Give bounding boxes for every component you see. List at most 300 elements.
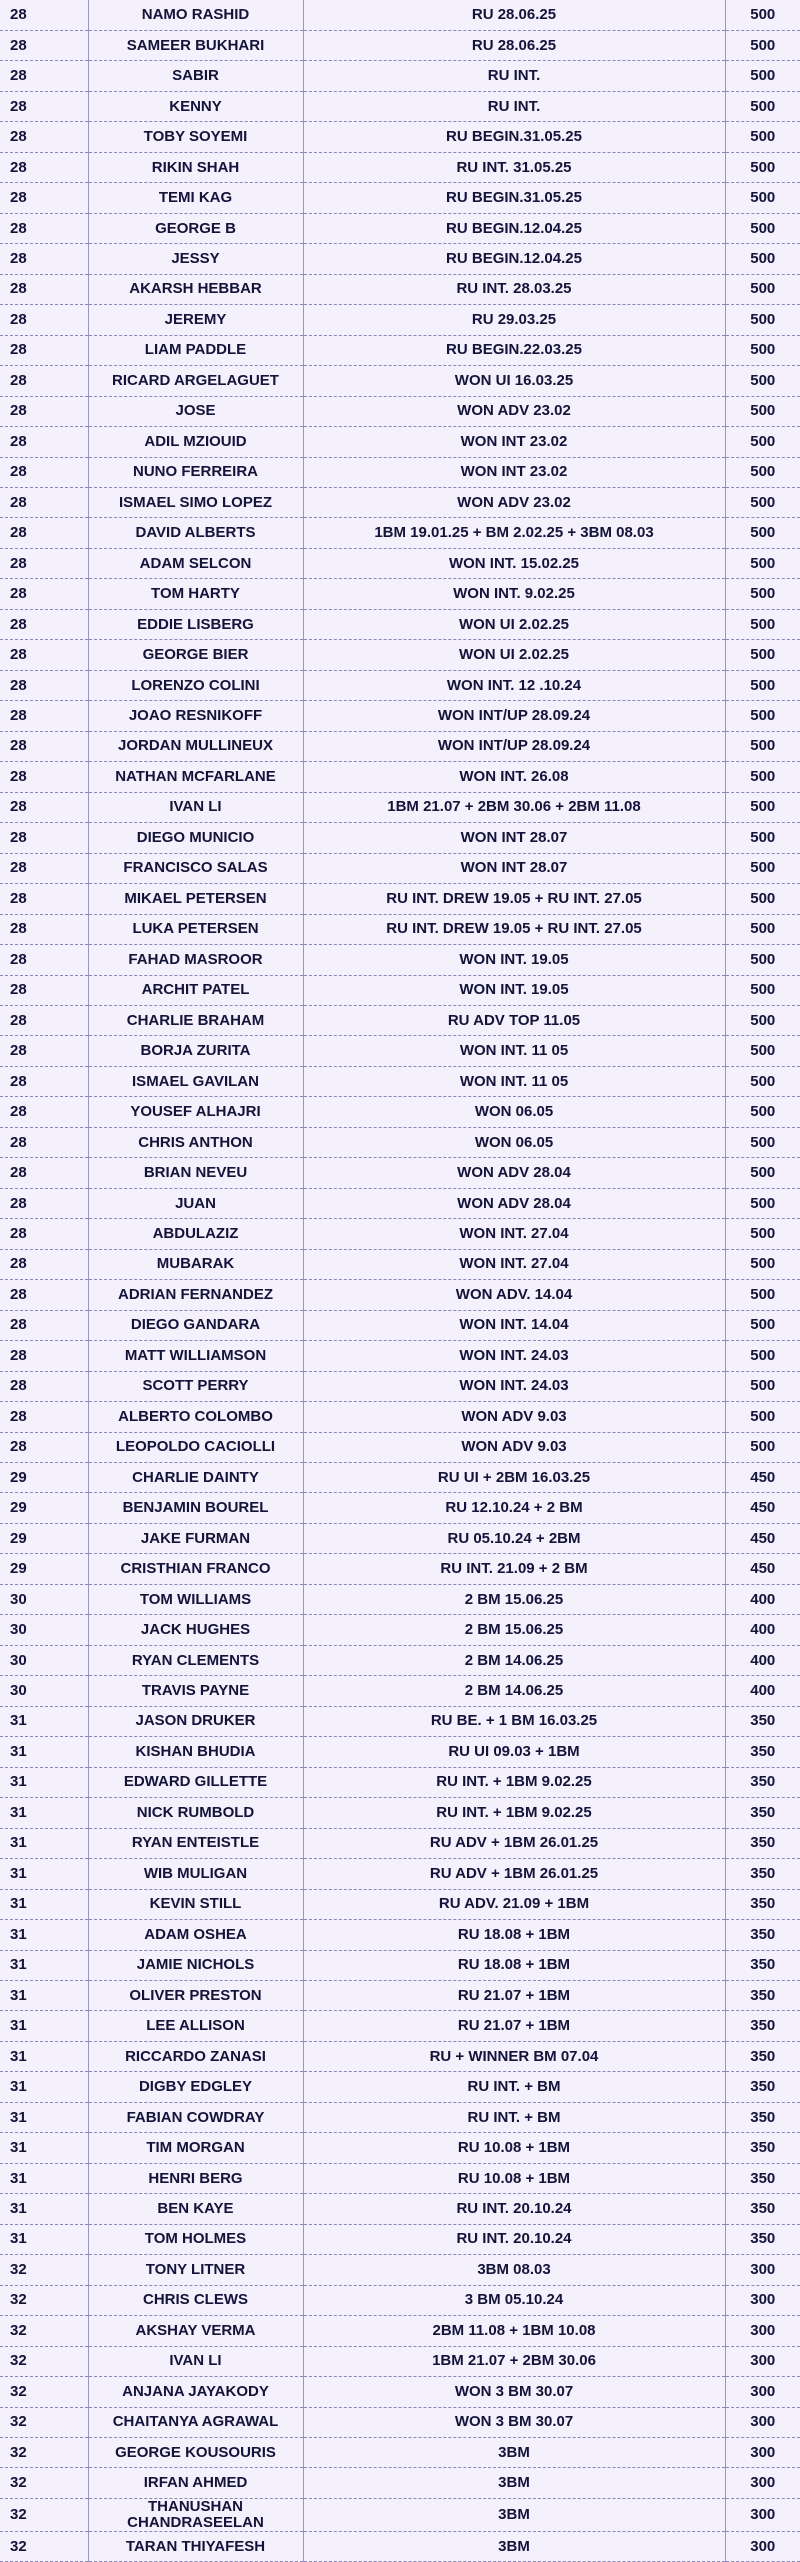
rank-cell: 28	[0, 945, 88, 975]
result-cell: WON 3 BM 30.07	[303, 2377, 725, 2407]
table-row	[0, 1889, 800, 1919]
name-cell: DIEGO MUNICIO	[88, 823, 303, 853]
table-row	[0, 1463, 800, 1493]
name-cell: DAVID ALBERTS	[88, 518, 303, 548]
table-row	[0, 579, 800, 609]
rank-cell: 29	[0, 1523, 88, 1553]
name-cell: RICCARDO ZANASI	[88, 2041, 303, 2071]
points-cell: 300	[725, 2377, 800, 2407]
table-row	[0, 1706, 800, 1736]
name-cell: ABDULAZIZ	[88, 1219, 303, 1249]
rank-cell: 31	[0, 2194, 88, 2224]
rank-cell: 32	[0, 2468, 88, 2498]
name-cell: RYAN CLEMENTS	[88, 1645, 303, 1675]
rank-cell: 28	[0, 701, 88, 731]
table-row	[0, 274, 800, 304]
table-row	[0, 2377, 800, 2407]
rank-cell: 32	[0, 2377, 88, 2407]
name-cell: GEORGE B	[88, 213, 303, 243]
rank-cell: 28	[0, 427, 88, 457]
result-cell: 1BM 21.07 + 2BM 30.06 + 2BM 11.08	[303, 792, 725, 822]
points-cell: 500	[725, 1066, 800, 1096]
result-cell: WON INT 28.07	[303, 823, 725, 853]
result-cell: RU + WINNER BM 07.04	[303, 2041, 725, 2071]
rank-cell: 28	[0, 670, 88, 700]
result-cell: RU 12.10.24 + 2 BM	[303, 1493, 725, 1523]
table-row	[0, 1493, 800, 1523]
result-cell: RU 28.06.25	[303, 0, 725, 30]
points-cell: 500	[725, 762, 800, 792]
name-cell: JASON DRUKER	[88, 1706, 303, 1736]
points-cell: 350	[725, 2194, 800, 2224]
result-cell: RU BEGIN.31.05.25	[303, 122, 725, 152]
rank-cell: 31	[0, 1950, 88, 1980]
points-cell: 450	[725, 1463, 800, 1493]
points-cell: 400	[725, 1615, 800, 1645]
name-cell: ARCHIT PATEL	[88, 975, 303, 1005]
result-cell: 3BM 08.03	[303, 2255, 725, 2285]
points-cell: 300	[725, 2255, 800, 2285]
points-cell: 350	[725, 1737, 800, 1767]
points-cell: 500	[725, 1280, 800, 1310]
name-cell: CHARLIE DAINTY	[88, 1463, 303, 1493]
rank-cell: 31	[0, 2011, 88, 2041]
points-cell: 400	[725, 1584, 800, 1614]
table-row	[0, 792, 800, 822]
points-cell: 350	[725, 2163, 800, 2193]
table-row	[0, 1280, 800, 1310]
result-cell: WON INT/UP 28.09.24	[303, 731, 725, 761]
name-cell: JOSE	[88, 396, 303, 426]
table-row	[0, 1036, 800, 1066]
result-cell: RU BEGIN.12.04.25	[303, 213, 725, 243]
table-row	[0, 945, 800, 975]
table-row	[0, 1920, 800, 1950]
name-cell: RICARD ARGELAGUET	[88, 366, 303, 396]
name-cell: KEVIN STILL	[88, 1889, 303, 1919]
result-cell: WON UI 2.02.25	[303, 640, 725, 670]
name-cell: IRFAN AHMED	[88, 2468, 303, 2498]
rank-cell: 28	[0, 609, 88, 639]
points-cell: 500	[725, 366, 800, 396]
points-cell: 500	[725, 1371, 800, 1401]
name-cell: ALBERTO COLOMBO	[88, 1402, 303, 1432]
table-row	[0, 183, 800, 213]
table-row	[0, 2407, 800, 2437]
points-cell: 350	[725, 2072, 800, 2102]
rank-cell: 28	[0, 579, 88, 609]
points-cell: 500	[725, 61, 800, 91]
name-cell: ADIL MZIOUID	[88, 427, 303, 457]
name-cell: MUBARAK	[88, 1249, 303, 1279]
rank-cell: 28	[0, 1402, 88, 1432]
points-cell: 500	[725, 579, 800, 609]
rank-cell: 28	[0, 1188, 88, 1218]
rank-cell: 28	[0, 884, 88, 914]
name-cell: LUKA PETERSEN	[88, 914, 303, 944]
result-cell: WON INT. 24.03	[303, 1371, 725, 1401]
table-row	[0, 2531, 800, 2561]
table-row	[0, 2346, 800, 2376]
points-cell: 500	[725, 213, 800, 243]
result-cell: WON INT. 19.05	[303, 945, 725, 975]
table-row	[0, 427, 800, 457]
name-cell: ADAM OSHEA	[88, 1920, 303, 1950]
name-cell: GEORGE BIER	[88, 640, 303, 670]
result-cell: RU 10.08 + 1BM	[303, 2163, 725, 2193]
rank-cell: 28	[0, 762, 88, 792]
result-cell: RU INT. + BM	[303, 2102, 725, 2132]
points-cell: 500	[725, 91, 800, 121]
points-cell: 500	[725, 945, 800, 975]
table-row	[0, 1584, 800, 1614]
points-cell: 500	[725, 1036, 800, 1066]
result-cell: WON ADV 28.04	[303, 1158, 725, 1188]
points-cell: 500	[725, 518, 800, 548]
points-cell: 350	[725, 2011, 800, 2041]
result-cell: WON ADV 23.02	[303, 396, 725, 426]
table-row	[0, 1676, 800, 1706]
result-cell: RU INT.	[303, 91, 725, 121]
rank-cell: 28	[0, 914, 88, 944]
rank-cell: 31	[0, 1920, 88, 1950]
rank-cell: 30	[0, 1584, 88, 1614]
name-cell: RIKIN SHAH	[88, 152, 303, 182]
table-row	[0, 1127, 800, 1157]
rank-cell: 28	[0, 366, 88, 396]
result-cell: WON INT 28.07	[303, 853, 725, 883]
points-cell: 350	[725, 1859, 800, 1889]
rank-cell: 28	[0, 1005, 88, 1035]
rank-cell: 28	[0, 122, 88, 152]
points-cell: 350	[725, 1950, 800, 1980]
points-cell: 400	[725, 1676, 800, 1706]
name-cell: WIB MULIGAN	[88, 1859, 303, 1889]
rank-cell: 28	[0, 1371, 88, 1401]
result-cell: 2BM 11.08 + 1BM 10.08	[303, 2316, 725, 2346]
points-cell: 300	[725, 2531, 800, 2561]
result-cell: RU INT. + 1BM 9.02.25	[303, 1767, 725, 1797]
result-cell: RU INT.	[303, 61, 725, 91]
name-cell: TONY LITNER	[88, 2255, 303, 2285]
rank-cell: 28	[0, 792, 88, 822]
table-row	[0, 30, 800, 60]
points-cell: 500	[725, 823, 800, 853]
name-cell: DIEGO GANDARA	[88, 1310, 303, 1340]
name-cell: LEE ALLISON	[88, 2011, 303, 2041]
table-row	[0, 2316, 800, 2346]
points-cell: 500	[725, 701, 800, 731]
rank-cell: 28	[0, 1341, 88, 1371]
table-row	[0, 2498, 800, 2531]
name-cell: EDWARD GILLETTE	[88, 1767, 303, 1797]
name-cell: IVAN LI	[88, 792, 303, 822]
table-row	[0, 701, 800, 731]
points-cell: 500	[725, 1310, 800, 1340]
table-row	[0, 1615, 800, 1645]
name-cell: JAMIE NICHOLS	[88, 1950, 303, 1980]
result-cell: RU BEGIN.22.03.25	[303, 335, 725, 365]
table-row	[0, 1310, 800, 1340]
name-cell: AKARSH HEBBAR	[88, 274, 303, 304]
name-cell: ADAM SELCON	[88, 548, 303, 578]
table-row	[0, 1432, 800, 1462]
name-cell: CHARLIE BRAHAM	[88, 1005, 303, 1035]
name-cell: GEORGE KOUSOURIS	[88, 2438, 303, 2468]
table-row	[0, 2468, 800, 2498]
table-row	[0, 853, 800, 883]
result-cell: WON INT. 12 .10.24	[303, 670, 725, 700]
points-cell: 300	[725, 2346, 800, 2376]
name-cell: IVAN LI	[88, 2346, 303, 2376]
rank-cell: 31	[0, 1889, 88, 1919]
result-cell: WON ADV 9.03	[303, 1432, 725, 1462]
result-cell: WON INT 23.02	[303, 427, 725, 457]
table-row	[0, 213, 800, 243]
result-cell: 1BM 21.07 + 2BM 30.06	[303, 2346, 725, 2376]
name-cell: OLIVER PRESTON	[88, 1980, 303, 2010]
result-cell: WON UI 16.03.25	[303, 366, 725, 396]
points-cell: 350	[725, 1798, 800, 1828]
rank-cell: 31	[0, 1706, 88, 1736]
table-row	[0, 488, 800, 518]
rank-cell: 31	[0, 2133, 88, 2163]
rank-cell: 28	[0, 1310, 88, 1340]
result-cell: RU 10.08 + 1BM	[303, 2133, 725, 2163]
points-cell: 400	[725, 1645, 800, 1675]
name-cell: ANJANA JAYAKODY	[88, 2377, 303, 2407]
table-row	[0, 1371, 800, 1401]
rank-cell: 28	[0, 1432, 88, 1462]
name-cell: NATHAN MCFARLANE	[88, 762, 303, 792]
name-cell: ISMAEL GAVILAN	[88, 1066, 303, 1096]
points-cell: 500	[725, 1249, 800, 1279]
table-row	[0, 2224, 800, 2254]
result-cell: RU BEGIN.31.05.25	[303, 183, 725, 213]
result-cell: WON ADV 9.03	[303, 1402, 725, 1432]
rank-cell: 31	[0, 1798, 88, 1828]
result-cell: RU 28.06.25	[303, 30, 725, 60]
points-cell: 350	[725, 2102, 800, 2132]
result-cell: WON INT. 27.04	[303, 1219, 725, 1249]
rank-cell: 28	[0, 244, 88, 274]
name-cell: BRIAN NEVEU	[88, 1158, 303, 1188]
result-cell: 2 BM 14.06.25	[303, 1676, 725, 1706]
result-cell: WON INT/UP 28.09.24	[303, 701, 725, 731]
table-row	[0, 1950, 800, 1980]
table-row	[0, 335, 800, 365]
points-cell: 500	[725, 122, 800, 152]
name-cell: YOUSEF ALHAJRI	[88, 1097, 303, 1127]
table-row	[0, 609, 800, 639]
table-row	[0, 823, 800, 853]
result-cell: RU INT. DREW 19.05 + RU INT. 27.05	[303, 914, 725, 944]
rank-cell: 32	[0, 2498, 88, 2531]
table-row	[0, 670, 800, 700]
points-cell: 500	[725, 1341, 800, 1371]
table-row	[0, 1859, 800, 1889]
rank-cell: 32	[0, 2438, 88, 2468]
result-cell: WON INT. 19.05	[303, 975, 725, 1005]
points-cell: 300	[725, 2316, 800, 2346]
rank-cell: 28	[0, 30, 88, 60]
name-cell: JUAN	[88, 1188, 303, 1218]
points-cell: 500	[725, 183, 800, 213]
result-cell: RU UI + 2BM 16.03.25	[303, 1463, 725, 1493]
table-row	[0, 1554, 800, 1584]
points-cell: 500	[725, 427, 800, 457]
name-cell: KISHAN BHUDIA	[88, 1737, 303, 1767]
name-cell: CHRIS ANTHON	[88, 1127, 303, 1157]
rank-cell: 28	[0, 975, 88, 1005]
rank-cell: 28	[0, 823, 88, 853]
rank-cell: 28	[0, 1219, 88, 1249]
points-cell: 500	[725, 1188, 800, 1218]
result-cell: 3BM	[303, 2468, 725, 2498]
name-cell: TOM HARTY	[88, 579, 303, 609]
rank-cell: 31	[0, 1859, 88, 1889]
name-cell: BENJAMIN BOUREL	[88, 1493, 303, 1523]
points-cell: 500	[725, 274, 800, 304]
table-row	[0, 2285, 800, 2315]
points-cell: 500	[725, 1097, 800, 1127]
name-cell: KENNY	[88, 91, 303, 121]
table-row	[0, 2133, 800, 2163]
result-cell: RU 21.07 + 1BM	[303, 2011, 725, 2041]
points-cell: 500	[725, 1158, 800, 1188]
rank-cell: 28	[0, 152, 88, 182]
table-row	[0, 2255, 800, 2285]
points-cell: 500	[725, 30, 800, 60]
table-row	[0, 731, 800, 761]
result-cell: RU 21.07 + 1BM	[303, 1980, 725, 2010]
name-cell: LEOPOLDO CACIOLLI	[88, 1432, 303, 1462]
name-cell: NICK RUMBOLD	[88, 1798, 303, 1828]
rank-cell: 29	[0, 1493, 88, 1523]
points-cell: 500	[725, 975, 800, 1005]
result-cell: 2 BM 15.06.25	[303, 1584, 725, 1614]
points-cell: 350	[725, 1706, 800, 1736]
name-cell: FAHAD MASROOR	[88, 945, 303, 975]
rank-cell: 32	[0, 2316, 88, 2346]
points-cell: 500	[725, 640, 800, 670]
result-cell: 3BM	[303, 2498, 725, 2531]
table-row	[0, 1645, 800, 1675]
name-cell: JEREMY	[88, 305, 303, 335]
rank-cell: 31	[0, 2224, 88, 2254]
rank-cell: 28	[0, 1036, 88, 1066]
table-row	[0, 1980, 800, 2010]
points-cell: 500	[725, 457, 800, 487]
rank-cell: 28	[0, 305, 88, 335]
rank-cell: 28	[0, 183, 88, 213]
table-row	[0, 2163, 800, 2193]
rank-cell: 28	[0, 488, 88, 518]
points-cell: 350	[725, 1767, 800, 1797]
rank-cell: 28	[0, 640, 88, 670]
table-row	[0, 2102, 800, 2132]
points-cell: 500	[725, 1005, 800, 1035]
table-row	[0, 914, 800, 944]
rank-cell: 31	[0, 2072, 88, 2102]
result-cell: RU INT. 20.10.24	[303, 2224, 725, 2254]
table-row	[0, 244, 800, 274]
table-row	[0, 1798, 800, 1828]
points-cell: 500	[725, 305, 800, 335]
result-cell: WON 06.05	[303, 1097, 725, 1127]
result-cell: 1BM 19.01.25 + BM 2.02.25 + 3BM 08.03	[303, 518, 725, 548]
table-row	[0, 457, 800, 487]
points-cell: 500	[725, 1402, 800, 1432]
result-cell: WON 06.05	[303, 1127, 725, 1157]
rank-cell: 28	[0, 518, 88, 548]
name-cell: EDDIE LISBERG	[88, 609, 303, 639]
points-cell: 500	[725, 152, 800, 182]
name-cell: JACK HUGHES	[88, 1615, 303, 1645]
points-cell: 500	[725, 792, 800, 822]
points-cell: 450	[725, 1523, 800, 1553]
name-cell: TEMI KAG	[88, 183, 303, 213]
points-cell: 500	[725, 244, 800, 274]
name-cell: ADRIAN FERNANDEZ	[88, 1280, 303, 1310]
rank-cell: 28	[0, 274, 88, 304]
name-cell: NUNO FERREIRA	[88, 457, 303, 487]
result-cell: RU ADV. 21.09 + 1BM	[303, 1889, 725, 1919]
result-cell: RU INT. 31.05.25	[303, 152, 725, 182]
name-cell: DIGBY EDGLEY	[88, 2072, 303, 2102]
name-cell: JAKE FURMAN	[88, 1523, 303, 1553]
rank-cell: 31	[0, 2163, 88, 2193]
table-row	[0, 1158, 800, 1188]
rank-cell: 31	[0, 1980, 88, 2010]
points-cell: 350	[725, 1920, 800, 1950]
table-row	[0, 2438, 800, 2468]
result-cell: WON ADV 28.04	[303, 1188, 725, 1218]
table-row	[0, 548, 800, 578]
rank-cell: 29	[0, 1554, 88, 1584]
points-cell: 500	[725, 884, 800, 914]
name-cell: JESSY	[88, 244, 303, 274]
result-cell: RU 05.10.24 + 2BM	[303, 1523, 725, 1553]
result-cell: RU INT. 28.03.25	[303, 274, 725, 304]
points-cell: 350	[725, 2224, 800, 2254]
result-cell: RU INT. 21.09 + 2 BM	[303, 1554, 725, 1584]
points-cell: 500	[725, 335, 800, 365]
name-cell: TARAN THIYAFESH	[88, 2531, 303, 2561]
table-row	[0, 1219, 800, 1249]
name-cell: CHAITANYA AGRAWAL	[88, 2407, 303, 2437]
name-cell: HENRI BERG	[88, 2163, 303, 2193]
table-row	[0, 1767, 800, 1797]
table-row	[0, 366, 800, 396]
table-row	[0, 1249, 800, 1279]
result-cell: WON INT. 15.02.25	[303, 548, 725, 578]
result-cell: WON 3 BM 30.07	[303, 2407, 725, 2437]
name-cell: JORDAN MULLINEUX	[88, 731, 303, 761]
table-row	[0, 61, 800, 91]
points-cell: 350	[725, 2133, 800, 2163]
result-cell: WON ADV. 14.04	[303, 1280, 725, 1310]
name-cell: BORJA ZURITA	[88, 1036, 303, 1066]
name-cell: JOAO RESNIKOFF	[88, 701, 303, 731]
name-cell: SCOTT PERRY	[88, 1371, 303, 1401]
table-row	[0, 1402, 800, 1432]
points-cell: 500	[725, 1219, 800, 1249]
result-cell: RU ADV + 1BM 26.01.25	[303, 1859, 725, 1889]
points-cell: 500	[725, 548, 800, 578]
name-cell: AKSHAY VERMA	[88, 2316, 303, 2346]
table-row	[0, 975, 800, 1005]
